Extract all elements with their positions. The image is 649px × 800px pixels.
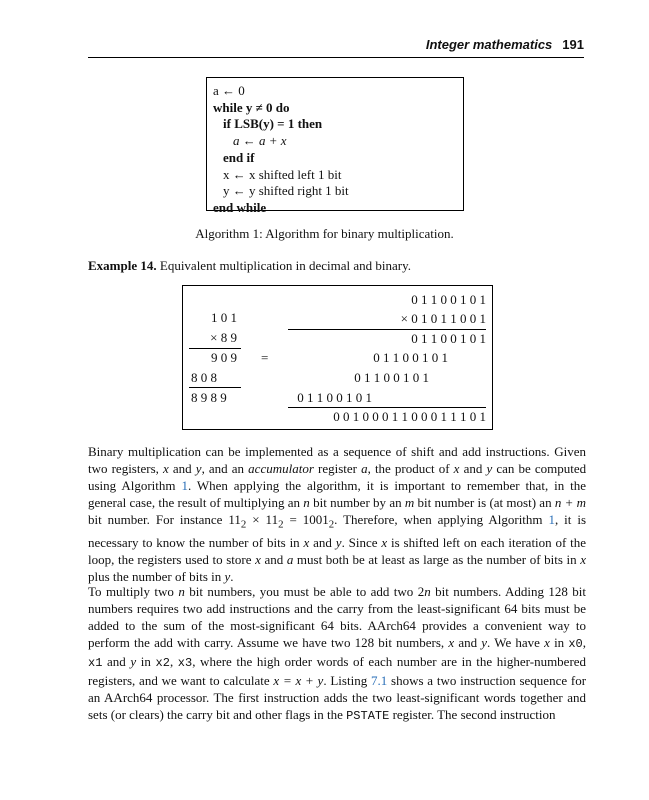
p2-text: in [554, 635, 565, 650]
algorithm-ref-link[interactable]: 1 [548, 512, 555, 527]
p1-text: and [463, 461, 483, 476]
var-y: y [195, 461, 202, 476]
alg-line-1: a ← 0 [213, 83, 245, 98]
bin-partial-3: 0 1 1 0 0 1 0 1 [354, 370, 429, 385]
var-y: y [481, 635, 488, 650]
subscript: 2 [240, 518, 247, 531]
dec-partial-2: 8 0 8 [191, 370, 217, 385]
bin-multiplicand: 0 1 1 0 0 1 0 1 [411, 292, 486, 307]
alg-line-4: a ← a + x [233, 133, 287, 149]
p2-text: bit numbers. Adding 128 bit numbers requires two add instructions and the carry from the least-significant 64 bits must be added to the sum of the most-significant 64 bits. AArch64 provides a convenient way to perform the add with carry. Assume we have two 128 bit numbers, [88, 584, 586, 650]
algorithm-caption: Algorithm 1: Algorithm for binary multiplication. [195, 226, 454, 241]
p1-text: . When applying the algorithm, it is important to remember that, in the general case, the result of multiplying an [88, 478, 586, 510]
p1-text: can be computed using Algorithm [88, 461, 587, 493]
equals-sign: = [261, 350, 269, 365]
var-m: m [404, 495, 415, 510]
p2-text: To multiply two [88, 584, 174, 599]
equation: x = x + y [273, 673, 324, 688]
algorithm-ref-link[interactable]: 1 [181, 478, 188, 493]
listing-ref-link[interactable]: 7.1 [370, 673, 388, 688]
header-rule [88, 57, 584, 58]
register-x0: x0 [568, 637, 583, 651]
p2-text: bit numbers, you must be able to add two 2 [189, 584, 425, 599]
p2-text: . Listing [323, 673, 368, 688]
example-label: Example 14. [88, 258, 157, 273]
var-n: n [178, 584, 185, 599]
paragraph-2 [88, 583, 586, 725]
bin-product: 0 0 1 0 0 0 1 1 0 0 0 1 1 1 0 1 [333, 409, 486, 424]
page-number: 191 [562, 37, 584, 52]
header-title: Integer mathematics [425, 37, 553, 52]
var-y: y [335, 534, 342, 550]
p1-text: bit number. For instance 11 [88, 512, 241, 527]
var-y: y [224, 568, 231, 584]
var-x: x [255, 551, 261, 567]
p1-text: . Therefore, when applying Algorithm [334, 512, 543, 527]
bin-partial-4: 0 1 1 0 0 1 0 1 [297, 390, 372, 405]
dec-multiplicand: 1 0 1 [211, 310, 237, 325]
example-heading [88, 258, 411, 274]
p1-text: , it is necessary to know the number of bits in [88, 512, 587, 550]
p1-text: = 1001 [289, 512, 329, 527]
p1-text: , and an [201, 461, 245, 476]
alg-line-2: while y ≠ 0 do [213, 99, 290, 115]
var-x: x [163, 461, 169, 476]
dec-rule-1 [189, 348, 241, 349]
subscript: 2 [278, 518, 284, 531]
p1-text: and [264, 551, 284, 567]
p2-text: , [582, 635, 587, 650]
p1-text: . Since [341, 534, 378, 550]
p2-text: in [140, 654, 151, 669]
subscript: 2 [328, 518, 335, 531]
var-a: a [361, 461, 368, 476]
p2-text: , [169, 654, 174, 669]
var-n-plus-m: n + m [554, 495, 587, 510]
register-x3: x3 [177, 656, 193, 670]
p2-text: , where the high order words of each number are in the higher-numbered registers, and we want to calculate [88, 654, 587, 688]
p1-text: Binary multiplication can be implemented as a sequence of shift and add instructions. Given two registers, [88, 444, 586, 476]
p1-text: must both be at least as large as the number of bits in [296, 551, 577, 567]
var-n: n [424, 584, 431, 599]
paragraph-1 [88, 443, 586, 585]
register-x1: x1 [88, 656, 103, 670]
register-pstate: PSTATE [346, 709, 390, 723]
alg-line-5: end if [223, 149, 255, 165]
register-x2: x2 [155, 656, 170, 670]
var-y: y [486, 461, 493, 476]
var-a: a [286, 551, 294, 567]
example-text: Equivalent multiplication in decimal and binary. [159, 258, 412, 273]
p1-text: . [230, 568, 234, 584]
p2-text: shows a two instruction sequence for an AArch64 processor. The first instruction adds the two least-significant words together and sets (or clears) the carry bit and other flags in the [88, 673, 587, 722]
var-x: x [448, 635, 455, 650]
bin-partial-2: 0 1 1 0 0 1 0 1 [373, 350, 448, 365]
example-box [182, 285, 493, 430]
bin-partial-1: 0 1 1 0 0 1 0 1 [411, 331, 486, 346]
p2-text: and [107, 654, 126, 669]
var-x: x [303, 534, 310, 550]
p1-text: register [318, 461, 357, 476]
p1-text: bit number by an [313, 495, 402, 510]
p1-text: plus the number of bits in [88, 568, 222, 584]
p2-text: register. The second instruction [392, 707, 556, 722]
dec-product: 8 9 8 9 [191, 390, 227, 405]
algorithm-box [206, 77, 464, 215]
bin-rule-2 [288, 407, 486, 408]
bin-multiplier: × 0 1 0 1 1 0 0 1 [400, 311, 486, 326]
var-n: n [303, 495, 310, 510]
accumulator-term: accumulator [248, 461, 314, 476]
alg-line-6: x ← x shifted left 1 bit [223, 166, 342, 182]
var-x: x [453, 461, 460, 476]
alg-line-8: end while [213, 199, 267, 215]
p1-text: and [313, 534, 332, 550]
dec-partial-1: 9 0 9 [211, 350, 237, 365]
bin-rule-1 [288, 329, 486, 330]
alg-line-3: if LSB(y) = 1 then [223, 116, 323, 132]
dec-rule-2 [189, 387, 241, 388]
dec-multiplier: × 8 9 [210, 330, 237, 345]
var-x: x [580, 551, 586, 567]
p2-text: . We have [487, 635, 540, 650]
p1-text: is shifted left on each iteration of the loop, the registers used to store [88, 534, 587, 567]
p1-text: , the product of [367, 461, 450, 476]
p2-text: and [458, 635, 478, 650]
var-y: y [130, 654, 137, 669]
var-x: x [381, 534, 388, 550]
p1-text: and [172, 461, 192, 476]
var-x: x [544, 635, 550, 650]
alg-line-7: y ← y shifted right 1 bit [223, 183, 349, 199]
p1-text: bit number is (at most) an [417, 495, 552, 510]
p1-text: × 11 [252, 512, 279, 527]
running-header [426, 37, 584, 52]
